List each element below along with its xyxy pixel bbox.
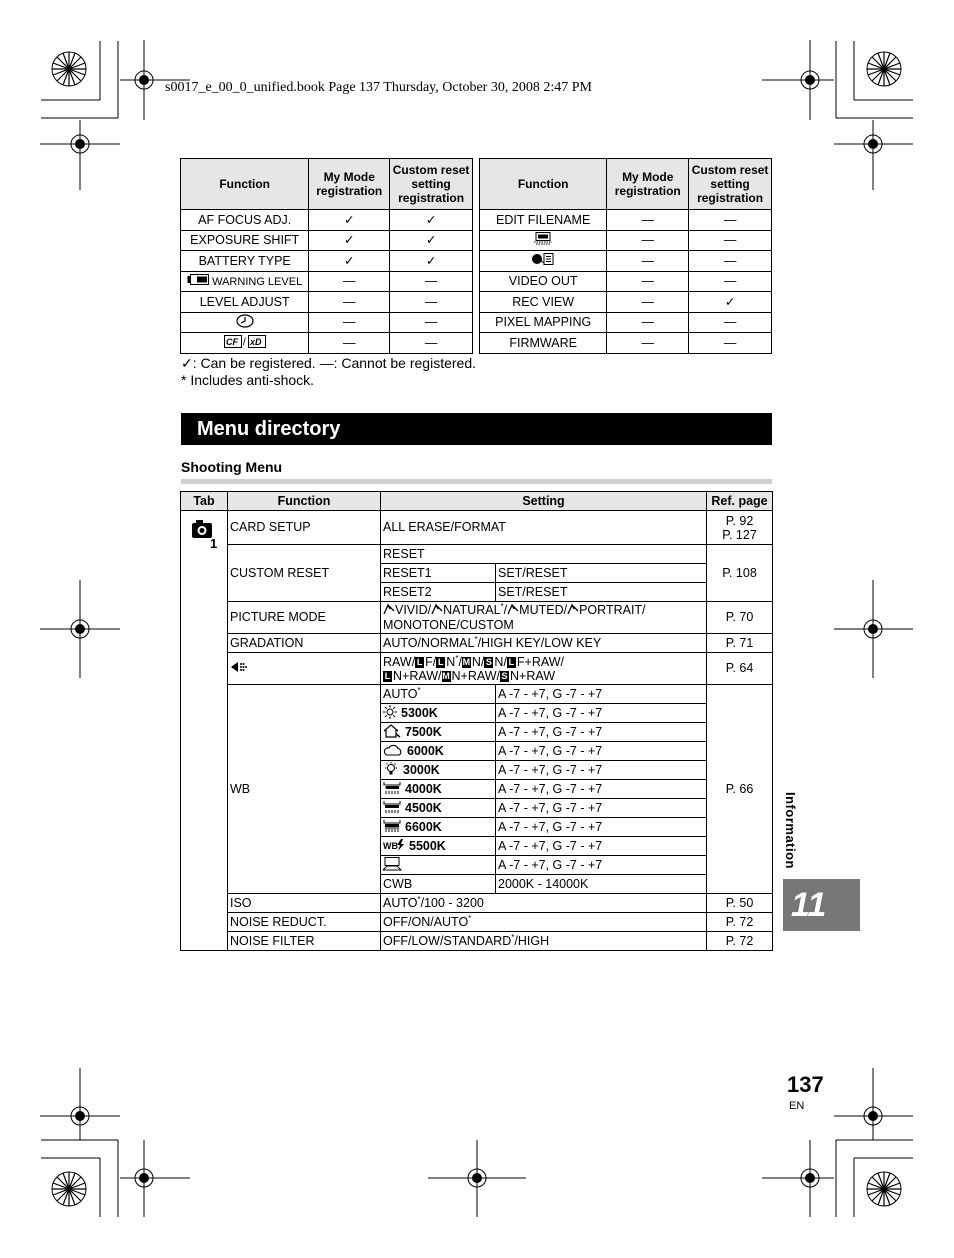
function-row xyxy=(480,251,772,272)
picture-natural-icon xyxy=(431,603,443,618)
wb-preset-label: 3000K xyxy=(403,762,440,777)
wb-preset-cell xyxy=(381,856,496,875)
wb-preset-label: 6000K xyxy=(407,743,444,758)
picture-mode-line-2: MONOTONE/CUSTOM xyxy=(383,618,514,633)
quality-text: * xyxy=(455,653,459,663)
ref-wb: P. 66 xyxy=(707,685,773,894)
sun-icon xyxy=(383,705,397,722)
function-row xyxy=(480,230,772,251)
size-badge-s: S xyxy=(485,656,492,667)
function-name-cell xyxy=(181,292,309,313)
function-name-cell xyxy=(181,312,309,333)
legend-line-2: * Includes anti-shock. xyxy=(181,372,315,388)
quality-text: N/ xyxy=(471,654,485,669)
wb-preset-cell xyxy=(381,837,496,856)
picture-vivid-icon xyxy=(383,603,395,618)
function-name: LEVEL ADJUST xyxy=(199,294,290,309)
function-name: BATTERY TYPE xyxy=(198,253,291,268)
picture-portrait-icon xyxy=(567,603,579,618)
ref-custom-reset: P. 108 xyxy=(707,545,773,602)
page-number: 137 xyxy=(787,1072,824,1097)
picture-muted-icon xyxy=(507,603,519,618)
function-gradation: GRADATION xyxy=(228,634,381,653)
size-badge-l: L xyxy=(438,656,444,667)
ref-page: P. 127 xyxy=(722,527,757,542)
quality-text: N/ xyxy=(494,654,507,669)
wb-preset-cell xyxy=(381,875,496,894)
header-mymode: My Mode registration xyxy=(607,159,689,210)
wb-adjust-value: A -7 - +7, G -7 - +7 xyxy=(496,761,707,780)
mymode-registration-cell: ✓ xyxy=(309,230,390,251)
svg-text:1: 1 xyxy=(210,536,218,549)
function-row xyxy=(181,251,473,272)
function-name-cell xyxy=(181,251,309,272)
setting-reset: RESET xyxy=(381,545,707,564)
wb-adjust-value: A -7 - +7, G -7 - +7 xyxy=(496,723,707,742)
mymode-registration-cell: — xyxy=(607,312,689,333)
setting-noise-reduct: OFF/ON/AUTO* xyxy=(381,913,707,932)
section-title: Menu directory xyxy=(181,413,772,445)
custom-reset-registration-cell: — xyxy=(689,230,772,251)
header-function: Function xyxy=(480,159,607,210)
wb-adjust-value: A -7 - +7, G -7 - +7 xyxy=(496,780,707,799)
function-quality xyxy=(228,653,381,685)
function-row xyxy=(480,210,772,231)
ref-quality: P. 64 xyxy=(707,653,773,685)
mymode-registration-cell: — xyxy=(309,312,390,333)
function-name-cell xyxy=(480,230,607,251)
side-tab-label: Information xyxy=(783,792,798,869)
wb-preset-label: 6600K xyxy=(405,819,442,834)
function-name-cell xyxy=(480,271,607,292)
custom-reset-registration-cell: — xyxy=(390,292,473,313)
wb-preset-cell: AUTO* xyxy=(381,685,496,704)
quality-line-2 xyxy=(383,669,704,683)
setting-all-erase-format: ALL ERASE/FORMAT xyxy=(381,511,707,545)
wb-preset-cell xyxy=(381,780,496,799)
svg-text:1: 1 xyxy=(384,784,387,791)
wb-preset-label: 7500K xyxy=(405,724,442,739)
wb-adjust-value: A -7 - +7, G -7 - +7 xyxy=(496,837,707,856)
ref-picture-mode: P. 70 xyxy=(707,602,773,634)
setting-reset2-value: SET/RESET xyxy=(496,583,707,602)
function-name: EXPOSURE SHIFT xyxy=(190,233,300,248)
header-custom: Custom reset setting registration xyxy=(390,159,473,210)
wb-preset-cell xyxy=(381,818,496,837)
function-name-cell xyxy=(181,210,309,231)
quality-text: N+RAW xyxy=(510,668,556,683)
wb-adjust-value: A -7 - +7, G -7 - +7 xyxy=(496,685,707,704)
size-badge-m: M xyxy=(462,656,471,667)
mymode-registration-cell: — xyxy=(309,333,390,354)
wb-adjust-value: A -7 - +7, G -7 - +7 xyxy=(496,799,707,818)
one-touch-wb-icon xyxy=(383,857,403,874)
function-name-cell xyxy=(181,271,309,292)
wb-preset-label: 5500K xyxy=(409,838,446,853)
function-name-cell xyxy=(480,210,607,231)
custom-reset-registration-cell: — xyxy=(390,333,473,354)
flash-wb-icon xyxy=(383,839,405,854)
svg-text:/: / xyxy=(242,336,246,348)
custom-reset-registration-cell: — xyxy=(689,312,772,333)
setting-picture-mode xyxy=(381,602,707,634)
function-row xyxy=(480,292,772,313)
legend-line-1: ✓: Can be registered. —: Cannot be registered. xyxy=(181,355,476,371)
function-row xyxy=(181,230,473,251)
custom-reset-registration-cell: ✓ xyxy=(390,210,473,231)
function-noise-reduct: NOISE REDUCT. xyxy=(228,913,381,932)
wb-adjust-value: 2000K - 14000K xyxy=(496,875,707,894)
setting-reset1-value: SET/RESET xyxy=(496,564,707,583)
fluorescent-1-icon xyxy=(383,781,401,798)
shooting-menu-table xyxy=(180,491,773,951)
size-badge-s: S xyxy=(501,670,508,681)
quality-line-1 xyxy=(383,655,704,669)
function-table-right xyxy=(479,158,772,354)
quality-text: RAW/ xyxy=(383,654,416,669)
mymode-registration-cell: — xyxy=(607,333,689,354)
battery-icon xyxy=(187,274,209,288)
svg-text:CF: CF xyxy=(225,336,238,347)
wb-preset-label: CWB xyxy=(383,876,413,891)
mymode-registration-cell: — xyxy=(607,292,689,313)
function-row xyxy=(480,333,772,354)
ref-noise-reduct: P. 72 xyxy=(707,913,773,932)
wb-preset-cell xyxy=(381,742,496,761)
function-name: PIXEL MAPPING xyxy=(495,315,592,330)
custom-reset-registration-cell: — xyxy=(390,312,473,333)
quality-text: N+RAW/ xyxy=(393,668,442,683)
setting-iso: AUTO*/100 - 3200 xyxy=(381,894,707,913)
wb-preset-cell xyxy=(381,704,496,723)
header-setting: Setting xyxy=(381,492,707,511)
language-icon xyxy=(532,252,554,269)
divider xyxy=(181,479,772,484)
quality-text: / xyxy=(458,654,462,669)
function-name-cell xyxy=(181,333,309,354)
monitor-brightness-icon xyxy=(533,232,553,249)
header-mymode: My Mode registration xyxy=(309,159,390,210)
function-wb: WB xyxy=(228,685,381,894)
svg-text:WB: WB xyxy=(383,840,398,851)
ref-noise-filter: P. 72 xyxy=(707,932,773,951)
mymode-registration-cell: — xyxy=(607,210,689,231)
function-table-left xyxy=(180,158,473,354)
function-row xyxy=(181,210,473,231)
fluorescent-3-icon xyxy=(383,819,401,836)
setting-noise-filter: OFF/LOW/STANDARD*/HIGH xyxy=(381,932,707,951)
size-badge-l: L xyxy=(384,670,391,681)
custom-reset-registration-cell: ✓ xyxy=(390,230,473,251)
wb-adjust-value: A -7 - +7, G -7 - +7 xyxy=(496,742,707,761)
clock-icon xyxy=(236,314,254,331)
function-noise-filter: NOISE FILTER xyxy=(228,932,381,951)
wb-row xyxy=(181,685,773,704)
size-badge-l: L xyxy=(508,656,515,667)
function-card-setup: CARD SETUP xyxy=(228,511,381,545)
mymode-registration-cell: — xyxy=(309,271,390,292)
quality-text: F/ xyxy=(425,654,437,669)
function-name: VIDEO OUT xyxy=(508,274,578,289)
mymode-registration-cell: — xyxy=(607,271,689,292)
ref-card-setup xyxy=(707,511,773,545)
size-badge-m: M xyxy=(442,670,450,681)
setting-quality xyxy=(381,653,707,685)
wb-adjust-value: A -7 - +7, G -7 - +7 xyxy=(496,818,707,837)
quality-icon xyxy=(230,661,248,673)
function-row xyxy=(181,333,473,354)
book-header-line: s0017_e_00_0_unified.book Page 137 Thursday, October 30, 2008 2:47 PM xyxy=(165,80,592,95)
function-row xyxy=(181,312,473,333)
wb-adjust-value: A -7 - +7, G -7 - +7 xyxy=(496,856,707,875)
custom-reset-registration-cell: — xyxy=(689,251,772,272)
quality-text: N+RAW/ xyxy=(451,668,500,683)
custom-reset-registration-cell: — xyxy=(390,271,473,292)
function-name: REC VIEW xyxy=(512,294,575,309)
function-row xyxy=(480,312,772,333)
wb-preset-label: 5300K xyxy=(401,705,438,720)
wb-preset-cell xyxy=(381,723,496,742)
picture-mode-line-1: VIVID/ NATURAL*/ MUTED/ PORTRAIT/ xyxy=(383,603,704,618)
function-row xyxy=(480,271,772,292)
size-badge-l: L xyxy=(416,656,423,667)
quality-text: F+RAW/ xyxy=(516,654,565,669)
mymode-registration-cell: — xyxy=(607,230,689,251)
shade-icon xyxy=(383,724,401,741)
function-iso: ISO xyxy=(228,894,381,913)
function-custom-reset: CUSTOM RESET xyxy=(228,545,381,602)
custom-reset-registration-cell: — xyxy=(689,333,772,354)
function-row xyxy=(181,292,473,313)
header-function: Function xyxy=(228,492,381,511)
wb-preset-label: 4500K xyxy=(405,800,442,815)
function-name-cell xyxy=(480,312,607,333)
function-name-cell xyxy=(480,251,607,272)
wb-adjust-value: A -7 - +7, G -7 - +7 xyxy=(496,704,707,723)
wb-preset-label: AUTO xyxy=(383,686,418,701)
wb-preset-label: 4000K xyxy=(405,781,442,796)
custom-reset-registration-cell: ✓ xyxy=(390,251,473,272)
function-name: WARNING LEVEL xyxy=(212,275,303,288)
cloud-icon xyxy=(383,744,403,759)
mymode-registration-cell: ✓ xyxy=(309,210,390,231)
custom-reset-registration-cell: ✓ xyxy=(689,292,772,313)
wb-preset-cell xyxy=(381,761,496,780)
quality-text: N xyxy=(446,654,456,669)
mymode-registration-cell: ✓ xyxy=(309,251,390,272)
setting-reset2: RESET2 xyxy=(381,583,496,602)
function-name-cell xyxy=(480,333,607,354)
setting-reset1: RESET1 xyxy=(381,564,496,583)
ref-page: P. 92 xyxy=(725,513,754,528)
language-code: EN xyxy=(789,1100,805,1112)
header-tab: Tab xyxy=(181,492,228,511)
tab-cell xyxy=(181,511,228,951)
wb-preset-cell xyxy=(381,799,496,818)
function-name: FIRMWARE xyxy=(509,335,577,350)
cf-xd-card-icon xyxy=(224,335,266,351)
custom-reset-registration-cell: — xyxy=(689,210,772,231)
function-row xyxy=(181,271,473,292)
mymode-registration-cell: — xyxy=(607,251,689,272)
mymode-registration-cell: — xyxy=(309,292,390,313)
shooting-menu-title: Shooting Menu xyxy=(181,459,283,475)
tungsten-icon xyxy=(383,762,399,779)
header-ref-page: Ref. page xyxy=(707,492,773,511)
ref-gradation: P. 71 xyxy=(707,634,773,653)
function-name: AF FOCUS ADJ. xyxy=(198,212,292,227)
setting-gradation: AUTO/NORMAL*/HIGH KEY/LOW KEY xyxy=(381,634,707,653)
ref-iso: P. 50 xyxy=(707,894,773,913)
function-name-cell xyxy=(480,292,607,313)
header-custom: Custom reset setting registration xyxy=(689,159,772,210)
custom-reset-registration-cell: — xyxy=(689,271,772,292)
chapter-number-tab: 11 xyxy=(783,879,860,931)
header-function: Function xyxy=(181,159,309,210)
function-picture-mode: PICTURE MODE xyxy=(228,602,381,634)
camera-1-icon xyxy=(190,517,218,549)
fluorescent-2-icon xyxy=(383,800,401,817)
function-name-cell xyxy=(181,230,309,251)
svg-text:xD: xD xyxy=(249,336,262,347)
function-name: EDIT FILENAME xyxy=(496,212,591,227)
